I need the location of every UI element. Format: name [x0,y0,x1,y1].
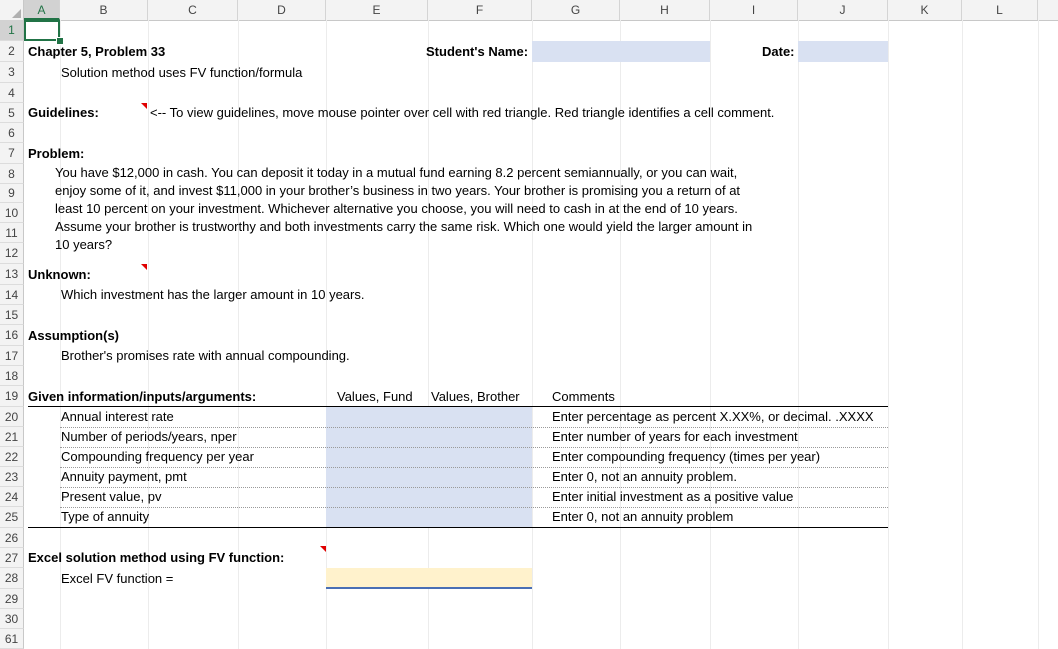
date-input[interactable] [798,41,888,62]
row-header-21[interactable]: 21 [0,427,24,447]
row-header-20[interactable]: 20 [0,407,24,427]
row-header-19[interactable]: 19 [0,386,24,407]
given-label-frequency: Compounding frequency per year [61,449,254,464]
unknown-label: Unknown: [28,267,91,282]
column-header-k[interactable]: K [888,0,962,20]
given-bottom-rule [28,527,888,528]
fv-function-output[interactable] [326,568,532,589]
row-header-7[interactable]: 7 [0,143,24,164]
row-header-8[interactable]: 8 [0,164,24,184]
fv-function-label: Excel FV function = [61,571,174,586]
column-header-l[interactable]: L [962,0,1038,20]
gridline [1038,20,1039,649]
row-header-3[interactable]: 3 [0,62,24,83]
row-header-1[interactable]: 1 [0,20,24,41]
given-comment-frequency: Enter compounding frequency (times per year) [552,449,821,464]
problem-line-3: least 10 percent on your investment. Whichever alternative you choose, you will need to cash in at the end of 10 years. [55,201,738,216]
chapter-title: Chapter 5, Problem 33 [28,44,166,59]
problem-label: Problem: [28,146,85,161]
given-label-rate: Annual interest rate [61,409,174,424]
student-name-label: Student's Name: [426,44,529,59]
given-label-pmt: Annuity payment, pmt [61,469,187,484]
row-header-14[interactable]: 14 [0,285,24,305]
comments-header: Comments [552,389,615,404]
problem-line-5: 10 years? [55,237,113,252]
gridline [962,20,963,649]
row-header-28[interactable]: 28 [0,568,24,589]
brother-frequency-input[interactable] [428,447,532,467]
row-header-30[interactable]: 30 [0,609,24,629]
row-header-29[interactable]: 29 [0,589,24,609]
select-all-corner[interactable] [0,0,24,20]
assumptions-label: Assumption(s) [28,328,119,343]
values-brother-header: Values, Brother [431,389,520,404]
gridline [798,20,799,649]
active-cell-a1[interactable] [24,20,60,41]
fund-frequency-input[interactable] [326,447,428,467]
brother-pmt-input[interactable] [428,467,532,487]
row-header-5[interactable]: 5 [0,103,24,123]
row-header-17[interactable]: 17 [0,346,24,366]
brother-type-input[interactable] [428,507,532,528]
given-label-nper: Number of periods/years, nper [61,429,237,444]
fund-pv-input[interactable] [326,487,428,507]
assumptions-text: Brother's promises rate with annual compounding. [61,348,350,363]
column-header-e[interactable]: E [326,0,428,20]
row-header-16[interactable]: 16 [0,325,24,346]
row-header-11[interactable]: 11 [0,223,24,243]
given-label-pv: Present value, pv [61,489,162,504]
row-header-24[interactable]: 24 [0,487,24,507]
gridline [888,20,889,649]
row-header-22[interactable]: 22 [0,447,24,467]
row-header-15[interactable]: 15 [0,305,24,325]
row-header-26[interactable]: 26 [0,528,24,548]
row-header-4[interactable]: 4 [0,83,24,103]
row-header-25[interactable]: 25 [0,507,24,528]
comment-indicator-icon[interactable] [141,264,147,270]
brother-pv-input[interactable] [428,487,532,507]
column-header-bar [0,0,1058,21]
row-header-6[interactable]: 6 [0,123,24,143]
guidelines-text: <-- To view guidelines, move mouse pointer over cell with red triangle. Red triangle identifies a cell comment. [150,105,775,120]
row-header-27[interactable]: 27 [0,548,24,568]
fund-nper-input[interactable] [326,427,428,447]
solution-label: Excel solution method using FV function: [28,550,285,565]
column-header-d[interactable]: D [238,0,326,20]
student-name-input[interactable] [532,41,710,62]
row-header-9[interactable]: 9 [0,184,24,203]
given-comment-rate: Enter percentage as percent X.XX%, or decimal. .XXXX [552,409,874,424]
column-header-b[interactable]: B [60,0,148,20]
column-header-h[interactable]: H [620,0,710,20]
row-header-18[interactable]: 18 [0,366,24,386]
row-header-2[interactable]: 2 [0,41,24,62]
row-header-13[interactable]: 13 [0,264,24,285]
select-all-triangle-icon [12,9,21,18]
comment-indicator-icon[interactable] [141,103,147,109]
given-comment-nper: Enter number of years for each investment [552,429,798,444]
problem-line-4: Assume your brother is trustworthy and both investments carry the same risk. Which one would yield the larger amount in [55,219,753,234]
row-header-12[interactable]: 12 [0,243,24,264]
date-label: Date: [762,44,795,59]
given-comment-pmt: Enter 0, not an annuity problem. [552,469,738,484]
column-header-j[interactable]: J [798,0,888,20]
comment-indicator-icon[interactable] [320,546,326,552]
given-comment-type: Enter 0, not an annuity problem [552,509,734,524]
values-fund-header: Values, Fund [337,389,413,404]
column-header-c[interactable]: C [148,0,238,20]
given-label-type: Type of annuity [61,509,150,524]
column-header-i[interactable]: I [710,0,798,20]
problem-line-1: You have $12,000 in cash. You can deposit it today in a mutual fund earning 8.2 percent semiannually, or you can wait, [55,165,738,180]
solution-method-note: Solution method uses FV function/formula [61,65,303,80]
unknown-text: Which investment has the larger amount in 10 years. [61,287,365,302]
row-header-23[interactable]: 23 [0,467,24,487]
fund-pmt-input[interactable] [326,467,428,487]
row-header-10[interactable]: 10 [0,203,24,223]
brother-rate-input[interactable] [428,407,532,427]
fund-rate-input[interactable] [326,407,428,427]
row-header-61[interactable]: 61 [0,629,24,649]
fund-type-input[interactable] [326,507,428,528]
column-header-g[interactable]: G [532,0,620,20]
column-header-f[interactable]: F [428,0,532,20]
problem-line-2: enjoy some of it, and invest $11,000 in your brother’s business in two years. Your brother is promising you a return of at [55,183,741,198]
column-header-a[interactable]: A [24,0,60,20]
brother-nper-input[interactable] [428,427,532,447]
given-info-label: Given information/inputs/arguments: [28,389,257,404]
guidelines-label: Guidelines: [28,105,99,120]
given-comment-pv: Enter initial investment as a positive value [552,489,794,504]
